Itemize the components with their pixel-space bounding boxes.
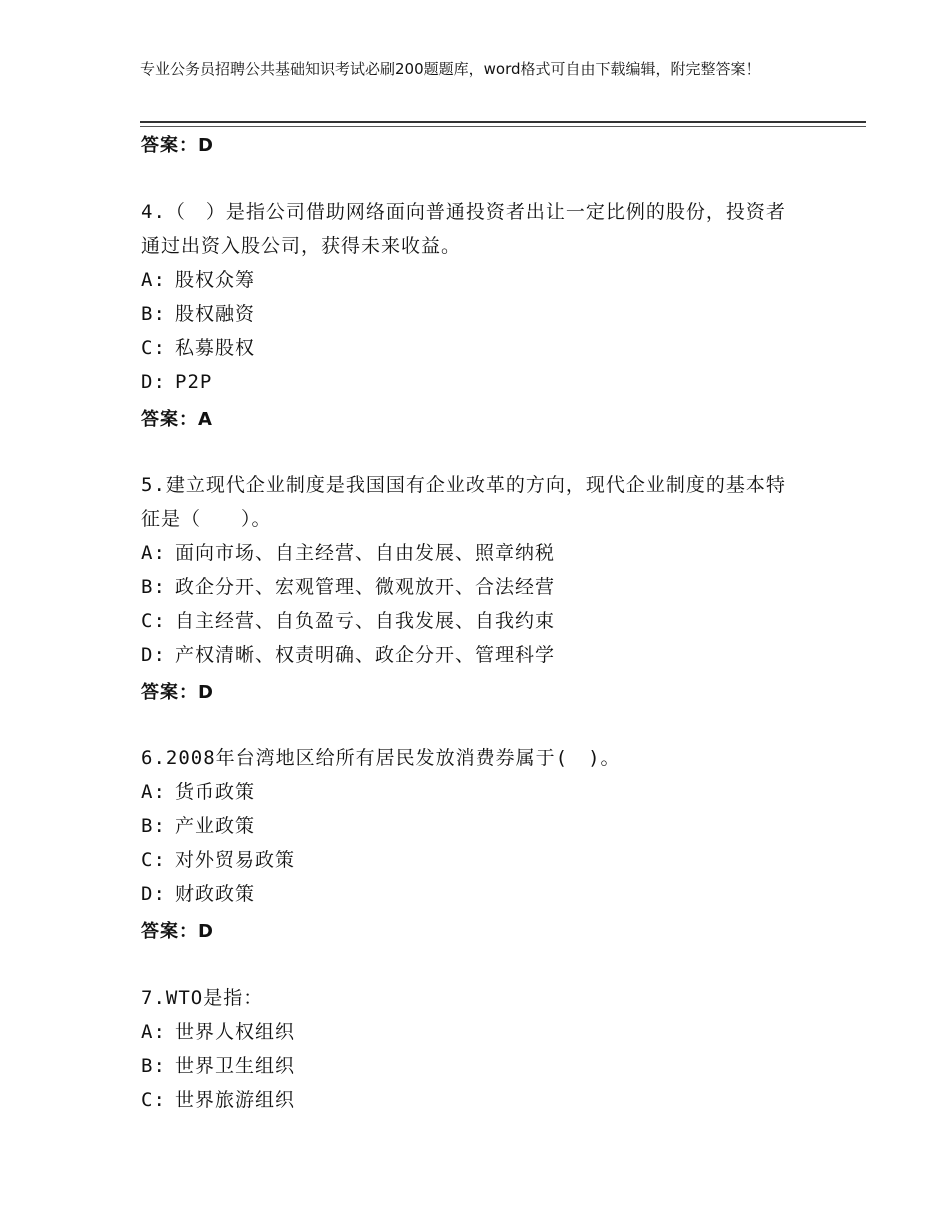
option-d <box>141 638 821 672</box>
option-a <box>141 263 821 297</box>
option-letter: D: <box>141 883 166 905</box>
option-letter: B: <box>141 303 166 325</box>
option-text: 面向市场、自主经营、自由发展、照章纳税 <box>175 542 556 564</box>
answer-q4: 答案：A <box>141 409 213 430</box>
option-letter: B: <box>141 1055 166 1077</box>
option-b <box>141 297 821 331</box>
option-text: 自主经营、自负盈亏、自我发展、自我约束 <box>175 610 556 632</box>
question-text: 6.2008年台湾地区给所有居民发放消费券属于( )。 <box>141 747 621 769</box>
option-letter: A: <box>141 542 166 564</box>
page-header: 专业公务员招聘公共基础知识考试必刷200题题库，word格式可自由下载编辑，附完整答案！ <box>140 60 761 78</box>
option-text: 股权融资 <box>175 303 256 325</box>
option-b <box>141 570 821 604</box>
option-letter: C: <box>141 610 166 632</box>
option-letter: C: <box>141 1089 166 1111</box>
option-c <box>141 1083 821 1117</box>
option-c <box>141 331 821 365</box>
option-text: P2P <box>175 371 213 393</box>
option-text: 产业政策 <box>175 815 256 837</box>
header-rule <box>140 121 866 123</box>
option-text: 股权众筹 <box>175 269 256 291</box>
question-7 <box>141 981 821 1117</box>
question-4 <box>141 195 821 399</box>
option-a <box>141 1015 821 1049</box>
option-letter: D: <box>141 371 166 393</box>
option-d <box>141 877 821 911</box>
option-letter: A: <box>141 1021 166 1043</box>
option-text: 世界人权组织 <box>175 1021 296 1043</box>
answer-q5: 答案：D <box>141 682 214 703</box>
option-text: 对外贸易政策 <box>175 849 296 871</box>
option-c <box>141 843 821 877</box>
option-letter: B: <box>141 576 166 598</box>
option-letter: C: <box>141 337 166 359</box>
answer-q6: 答案：D <box>141 921 214 942</box>
question-text: 5.建立现代企业制度是我国国有企业改革的方向，现代企业制度的基本特征是（ ）。 <box>141 474 786 530</box>
option-text: 财政政策 <box>175 883 256 905</box>
question-text: 7.WTO是指： <box>141 987 264 1009</box>
option-text: 世界旅游组织 <box>175 1089 296 1111</box>
option-c <box>141 604 821 638</box>
option-d <box>141 365 821 399</box>
option-letter: D: <box>141 644 166 666</box>
option-letter: C: <box>141 849 166 871</box>
option-a <box>141 775 821 809</box>
option-text: 货币政策 <box>175 781 256 803</box>
option-text: 产权清晰、权责明确、政企分开、管理科学 <box>175 644 556 666</box>
answer-q3: 答案：D <box>141 135 214 156</box>
option-text: 政企分开、宏观管理、微观放开、合法经营 <box>175 576 556 598</box>
header-rule-thin <box>140 126 866 127</box>
question-text: 4.（ ）是指公司借助网络面向普通投资者出让一定比例的股份，投资者通过出资入股公司，获得未来收益。 <box>141 201 786 257</box>
option-letter: A: <box>141 269 166 291</box>
question-5 <box>141 468 821 672</box>
question-6 <box>141 741 821 911</box>
option-text: 世界卫生组织 <box>175 1055 296 1077</box>
option-letter: B: <box>141 815 166 837</box>
option-b <box>141 1049 821 1083</box>
option-text: 私募股权 <box>175 337 256 359</box>
option-letter: A: <box>141 781 166 803</box>
option-b <box>141 809 821 843</box>
option-a <box>141 536 821 570</box>
